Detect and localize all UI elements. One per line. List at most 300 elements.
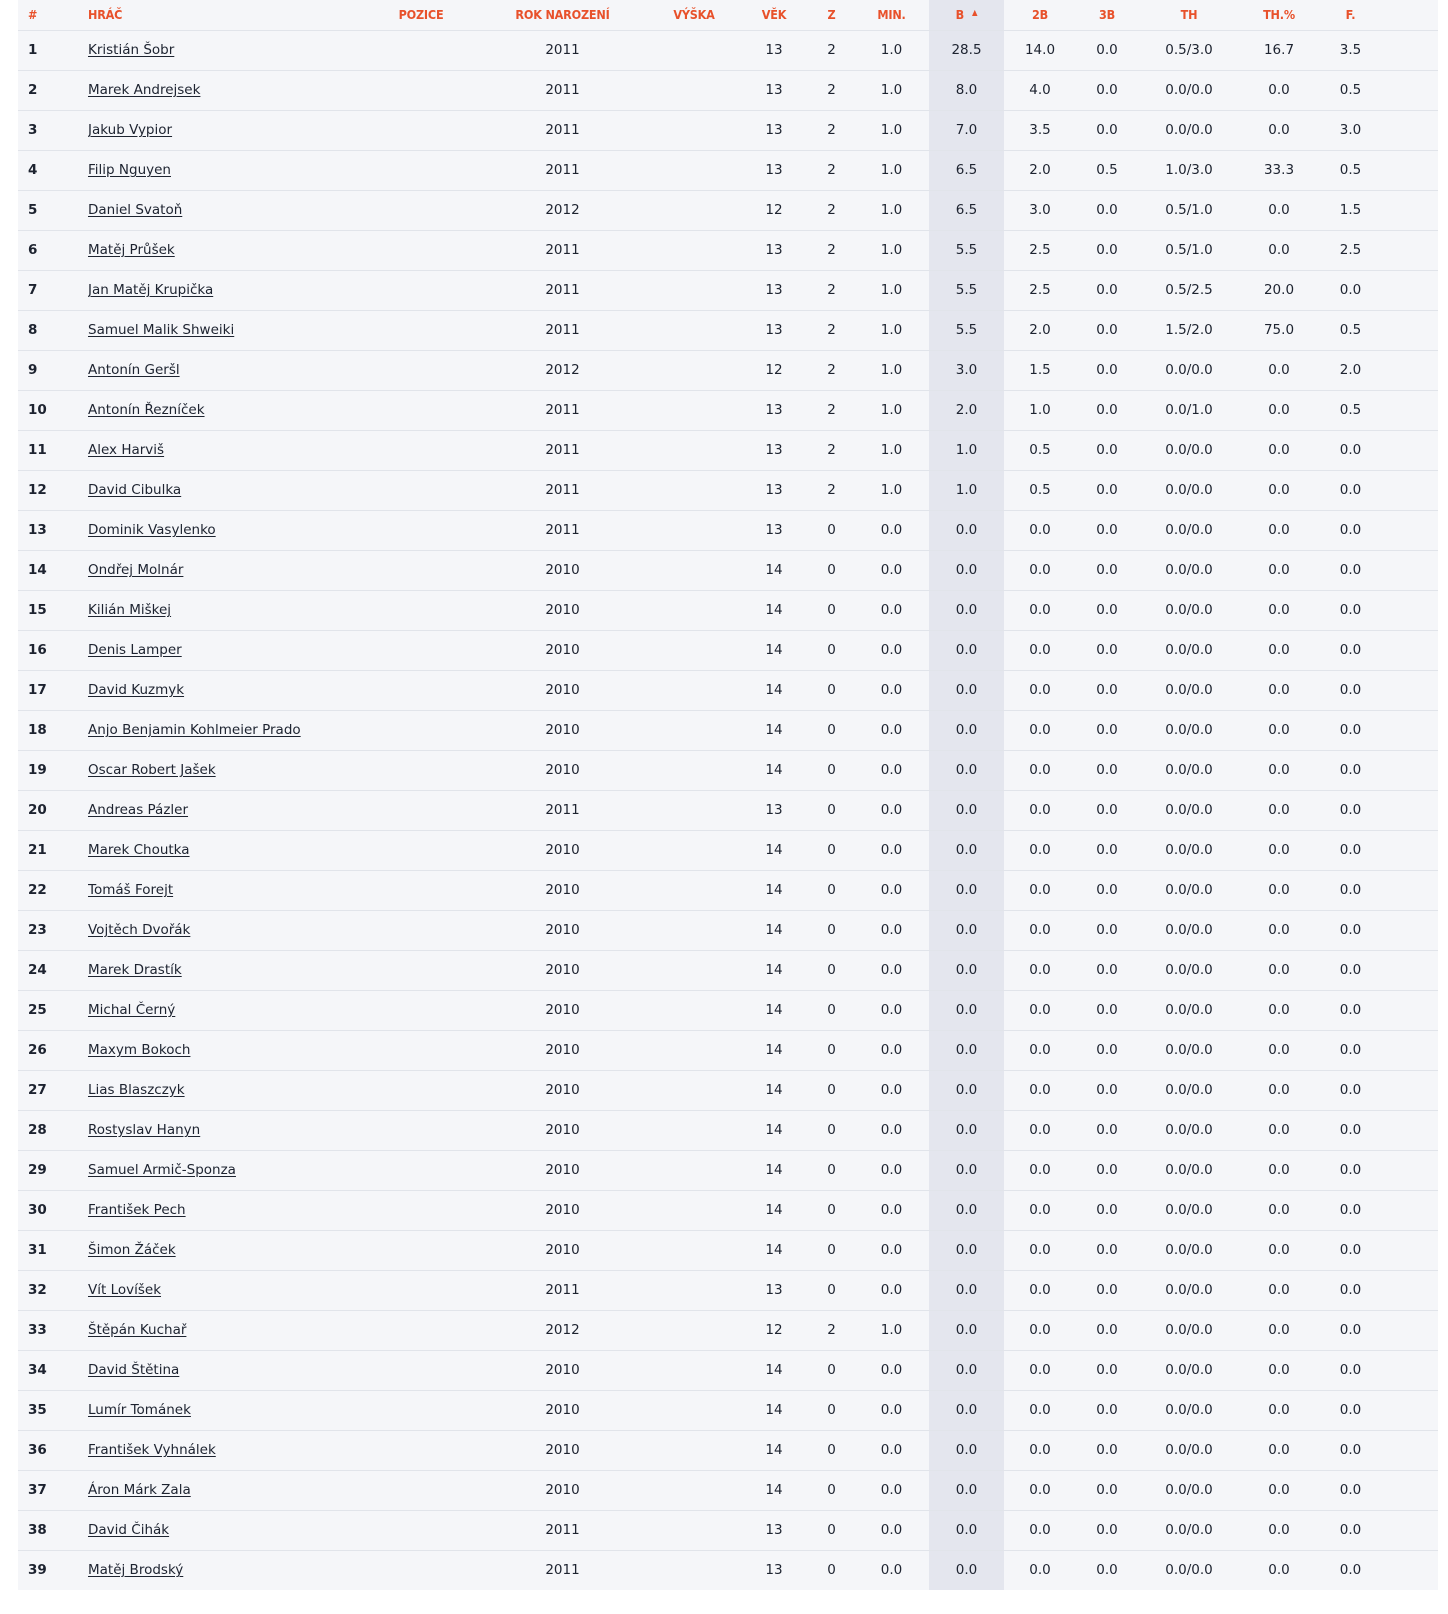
cell-free-throw-pct: 33.3 (1263, 162, 1295, 178)
cell-position (366, 670, 476, 710)
cell-birth-year: 2011 (545, 442, 580, 458)
cell-points: 1.0 (929, 470, 1004, 510)
cell-games: 0 (827, 1202, 836, 1218)
cell-spacer (1383, 1030, 1438, 1070)
header-minutes[interactable]: MIN. (877, 7, 906, 23)
cell-height (649, 750, 739, 790)
header-rank[interactable]: # (28, 7, 38, 23)
cell-two-pointers: 0.0 (1029, 882, 1051, 898)
cell-free-throw-pct: 0.0 (1268, 682, 1290, 698)
cell-spacer (1383, 990, 1438, 1030)
cell-position (366, 1190, 476, 1230)
cell-minutes: 1.0 (880, 162, 903, 178)
cell-player (88, 1430, 366, 1470)
cell-fouls: 0.0 (1339, 842, 1362, 858)
player-name-link[interactable]: Áron Márk Zala (88, 1482, 191, 1498)
cell-player (88, 630, 366, 670)
cell-fouls: 0.0 (1339, 802, 1362, 818)
cell-position (366, 1550, 476, 1590)
cell-two-pointers: 0.0 (1029, 962, 1051, 978)
cell-rank: 28 (28, 1122, 47, 1138)
cell-height (649, 1070, 739, 1110)
cell-player (88, 1350, 366, 1390)
table-row (18, 1030, 1438, 1070)
cell-spacer (1383, 950, 1438, 990)
cell-position (366, 150, 476, 190)
cell-player (88, 1190, 366, 1230)
cell-three-pointers: 0.5 (1096, 162, 1118, 178)
cell-position (366, 1270, 476, 1310)
cell-height (649, 790, 739, 830)
cell-spacer (1383, 630, 1438, 670)
cell-points: 5.5 (929, 270, 1004, 310)
cell-height (649, 270, 739, 310)
cell-games: 2 (827, 242, 836, 258)
cell-minutes: 0.0 (880, 1282, 903, 1298)
cell-rank: 20 (28, 802, 47, 818)
cell-spacer (1383, 910, 1438, 950)
cell-age: 14 (765, 562, 783, 578)
cell-spacer (1383, 710, 1438, 750)
cell-fouls: 0.0 (1339, 602, 1362, 618)
cell-minutes: 0.0 (880, 1002, 903, 1018)
cell-games: 2 (827, 42, 836, 58)
cell-three-pointers: 0.0 (1096, 922, 1118, 938)
player-name-link[interactable]: Kilián Miškej (88, 602, 172, 618)
cell-three-pointers: 0.0 (1096, 1042, 1118, 1058)
cell-three-pointers: 0.0 (1096, 202, 1118, 218)
header-three-pointers[interactable]: 3B (1099, 7, 1115, 23)
cell-player (88, 710, 366, 750)
cell-fouls: 0.5 (1339, 162, 1362, 178)
cell-rank: 7 (28, 282, 38, 298)
cell-height (649, 550, 739, 590)
cell-free-throws: 0.0/0.0 (1165, 962, 1213, 978)
cell-age: 12 (765, 202, 783, 218)
cell-position (366, 590, 476, 630)
cell-rank: 26 (28, 1042, 47, 1058)
cell-spacer (1383, 790, 1438, 830)
cell-free-throws: 0.0/0.0 (1165, 602, 1213, 618)
cell-games: 0 (827, 1442, 836, 1458)
cell-height (649, 910, 739, 950)
cell-position (366, 910, 476, 950)
cell-height (649, 1510, 739, 1550)
table-row (18, 1150, 1438, 1190)
cell-points: 0.0 (929, 630, 1004, 670)
cell-fouls: 0.0 (1339, 1042, 1362, 1058)
player-name-link[interactable]: Kristián Šobr (88, 42, 175, 58)
cell-minutes: 0.0 (880, 722, 903, 738)
cell-points: 0.0 (929, 790, 1004, 830)
cell-age: 14 (765, 1162, 783, 1178)
cell-height (649, 510, 739, 550)
cell-three-pointers: 0.0 (1096, 1202, 1118, 1218)
player-name-link[interactable]: Anjo Benjamin Kohlmeier Prado (88, 722, 301, 738)
cell-two-pointers: 0.0 (1029, 562, 1051, 578)
cell-rank: 35 (28, 1402, 47, 1418)
player-name-link[interactable]: Ondřej Molnár (88, 562, 184, 578)
cell-games: 2 (827, 442, 836, 458)
cell-free-throw-pct: 0.0 (1268, 442, 1290, 458)
cell-three-pointers: 0.0 (1096, 682, 1118, 698)
cell-player (88, 790, 366, 830)
table-row (18, 1510, 1438, 1550)
player-name-link[interactable]: Marek Choutka (88, 842, 190, 858)
cell-two-pointers: 2.0 (1029, 322, 1051, 338)
cell-free-throw-pct: 0.0 (1268, 1402, 1290, 1418)
header-two-pointers[interactable]: 2B (1032, 7, 1048, 23)
cell-free-throw-pct: 0.0 (1268, 1202, 1290, 1218)
cell-minutes: 1.0 (880, 242, 903, 258)
cell-games: 0 (827, 1402, 836, 1418)
player-name-link[interactable]: Filip Nguyen (88, 162, 171, 178)
cell-spacer (1383, 310, 1438, 350)
header-points[interactable] (929, 0, 1004, 30)
player-name-link[interactable]: František Pech (88, 1202, 186, 1218)
cell-free-throw-pct: 0.0 (1268, 522, 1290, 538)
cell-fouls: 0.0 (1339, 1282, 1362, 1298)
cell-points: 1.0 (929, 430, 1004, 470)
cell-player (88, 1470, 366, 1510)
table-row (18, 790, 1438, 830)
player-name-link[interactable]: Tomáš Forejt (88, 882, 174, 898)
cell-age: 14 (765, 962, 783, 978)
header-player[interactable]: HRÁČ (88, 7, 123, 23)
cell-birth-year: 2011 (545, 402, 580, 418)
player-name-link[interactable]: Vojtěch Dvořák (88, 922, 191, 938)
cell-age: 14 (765, 1362, 783, 1378)
cell-player (88, 590, 366, 630)
player-name-link[interactable]: Lumír Tománek (88, 1402, 191, 1418)
cell-spacer (1383, 110, 1438, 150)
player-name-link[interactable]: Lias Blaszczyk (88, 1082, 185, 1098)
cell-free-throws: 0.0/0.0 (1165, 762, 1213, 778)
cell-games: 0 (827, 1122, 836, 1138)
table-row (18, 270, 1438, 310)
player-name-link[interactable]: Vít Lovíšek (88, 1282, 162, 1298)
cell-three-pointers: 0.0 (1096, 1162, 1118, 1178)
cell-player (88, 1310, 366, 1350)
cell-spacer (1383, 270, 1438, 310)
cell-rank: 2 (28, 82, 38, 98)
cell-fouls: 0.0 (1339, 922, 1362, 938)
cell-three-pointers: 0.0 (1096, 122, 1118, 138)
cell-rank: 33 (28, 1322, 47, 1338)
cell-two-pointers: 1.0 (1029, 402, 1051, 418)
cell-age: 13 (765, 282, 783, 298)
cell-three-pointers: 0.0 (1096, 1362, 1118, 1378)
cell-height (649, 430, 739, 470)
cell-minutes: 0.0 (880, 1202, 903, 1218)
cell-spacer (1383, 1190, 1438, 1230)
cell-free-throw-pct: 0.0 (1268, 1322, 1290, 1338)
cell-minutes: 0.0 (880, 642, 903, 658)
cell-birth-year: 2010 (545, 1442, 580, 1458)
cell-birth-year: 2010 (545, 682, 580, 698)
cell-spacer (1383, 1070, 1438, 1110)
player-name-link[interactable]: Marek Drastík (88, 962, 182, 978)
cell-spacer (1383, 1310, 1438, 1350)
cell-player (88, 1510, 366, 1550)
cell-height (649, 1350, 739, 1390)
cell-games: 0 (827, 1522, 836, 1538)
table-row (18, 590, 1438, 630)
cell-spacer (1383, 470, 1438, 510)
header-birth-year[interactable]: ROK NAROZENÍ (515, 7, 610, 23)
cell-rank: 27 (28, 1082, 47, 1098)
player-name-link[interactable]: Alex Harviš (88, 442, 165, 458)
cell-minutes: 1.0 (880, 42, 903, 58)
cell-age: 13 (765, 442, 783, 458)
cell-points: 0.0 (929, 1550, 1004, 1590)
player-name-link[interactable]: Rostyslav Hanyn (88, 1122, 201, 1138)
cell-player (88, 470, 366, 510)
player-name-link[interactable]: Oscar Robert Jašek (88, 762, 216, 778)
player-name-link[interactable]: Michal Černý (88, 1002, 176, 1018)
cell-two-pointers: 0.0 (1029, 522, 1051, 538)
cell-free-throw-pct: 0.0 (1268, 82, 1290, 98)
cell-player (88, 750, 366, 790)
cell-free-throw-pct: 0.0 (1268, 1242, 1290, 1258)
cell-age: 14 (765, 1202, 783, 1218)
cell-spacer (1383, 430, 1438, 470)
cell-player (88, 1270, 366, 1310)
player-name-link[interactable]: Štěpán Kuchař (88, 1322, 187, 1338)
cell-minutes: 0.0 (880, 1082, 903, 1098)
cell-minutes: 1.0 (880, 202, 903, 218)
cell-games: 2 (827, 402, 836, 418)
cell-age: 13 (765, 42, 783, 58)
cell-free-throw-pct: 0.0 (1268, 202, 1290, 218)
cell-two-pointers: 0.0 (1029, 1042, 1051, 1058)
cell-age: 13 (765, 1282, 783, 1298)
cell-three-pointers: 0.0 (1096, 962, 1118, 978)
cell-player (88, 1550, 366, 1590)
cell-two-pointers: 3.5 (1029, 122, 1051, 138)
table-row (18, 1310, 1438, 1350)
cell-three-pointers: 0.0 (1096, 842, 1118, 858)
player-name-link[interactable]: David Čihák (88, 1522, 170, 1538)
cell-three-pointers: 0.0 (1096, 442, 1118, 458)
cell-three-pointers: 0.0 (1096, 282, 1118, 298)
cell-rank: 24 (28, 962, 47, 978)
table-row (18, 670, 1438, 710)
cell-minutes: 0.0 (880, 1522, 903, 1538)
player-name-link[interactable]: Samuel Armič-Sponza (88, 1162, 236, 1178)
header-position[interactable]: POZICE (398, 7, 444, 23)
cell-two-pointers: 2.0 (1029, 162, 1051, 178)
cell-free-throws: 0.0/0.0 (1165, 482, 1213, 498)
cell-height (649, 1270, 739, 1310)
cell-three-pointers: 0.0 (1096, 1282, 1118, 1298)
cell-age: 13 (765, 162, 783, 178)
cell-height (649, 1310, 739, 1350)
cell-height (649, 1470, 739, 1510)
cell-games: 0 (827, 722, 836, 738)
cell-birth-year: 2010 (545, 842, 580, 858)
cell-free-throws: 0.0/0.0 (1165, 802, 1213, 818)
cell-birth-year: 2010 (545, 642, 580, 658)
cell-free-throws: 0.0/0.0 (1165, 1322, 1213, 1338)
table-row (18, 1070, 1438, 1110)
player-name-link[interactable]: Dominik Vasylenko (88, 522, 216, 538)
table-row (18, 1230, 1438, 1270)
cell-height (649, 830, 739, 870)
player-name-link[interactable]: Šimon Žáček (88, 1242, 176, 1258)
player-name-link[interactable]: Marek Andrejsek (88, 82, 201, 98)
cell-three-pointers: 0.0 (1096, 802, 1118, 818)
cell-points: 0.0 (929, 1510, 1004, 1550)
cell-player (88, 1110, 366, 1150)
cell-points: 0.0 (929, 1270, 1004, 1310)
cell-points: 0.0 (929, 1430, 1004, 1470)
cell-age: 12 (765, 362, 783, 378)
table-row (18, 1110, 1438, 1150)
header-free-throw-pct[interactable]: TH.% (1263, 7, 1295, 23)
player-name-link[interactable]: Matěj Průšek (88, 242, 175, 258)
header-games[interactable]: Z (827, 7, 836, 23)
cell-minutes: 1.0 (880, 122, 903, 138)
cell-two-pointers: 0.0 (1029, 1082, 1051, 1098)
cell-fouls: 0.5 (1339, 402, 1362, 418)
cell-height (649, 630, 739, 670)
player-name-link[interactable]: Maxym Bokoch (88, 1042, 191, 1058)
player-name-link[interactable]: David Štětina (88, 1362, 180, 1378)
cell-height (649, 1430, 739, 1470)
cell-two-pointers: 14.0 (1024, 42, 1056, 58)
table-row (18, 190, 1438, 230)
cell-spacer (1383, 670, 1438, 710)
player-name-link[interactable]: Antonín Geršl (88, 362, 180, 378)
header-spacer (1383, 0, 1438, 30)
cell-three-pointers: 0.0 (1096, 602, 1118, 618)
cell-fouls: 0.0 (1339, 882, 1362, 898)
player-name-link[interactable]: David Kuzmyk (88, 682, 185, 698)
cell-position (366, 310, 476, 350)
cell-player (88, 990, 366, 1030)
cell-height (649, 70, 739, 110)
player-name-link[interactable]: David Cibulka (88, 482, 182, 498)
cell-games: 2 (827, 282, 836, 298)
cell-age: 13 (765, 482, 783, 498)
cell-free-throw-pct: 0.0 (1268, 882, 1290, 898)
cell-spacer (1383, 590, 1438, 630)
cell-free-throws: 0.5/2.5 (1165, 282, 1213, 298)
cell-games: 0 (827, 1282, 836, 1298)
player-name-link[interactable]: Daniel Svatoň (88, 202, 183, 218)
cell-fouls: 0.0 (1339, 482, 1362, 498)
cell-free-throw-pct: 0.0 (1268, 1002, 1290, 1018)
cell-two-pointers: 0.0 (1029, 1442, 1051, 1458)
cell-player (88, 390, 366, 430)
cell-fouls: 0.5 (1339, 82, 1362, 98)
cell-free-throws: 0.0/0.0 (1165, 1482, 1213, 1498)
cell-birth-year: 2010 (545, 922, 580, 938)
cell-free-throws: 0.0/0.0 (1165, 1362, 1213, 1378)
cell-birth-year: 2011 (545, 322, 580, 338)
player-name-link[interactable]: Jakub Vypior (88, 122, 173, 138)
player-name-link[interactable]: Antonín Řezníček (88, 402, 205, 418)
cell-spacer (1383, 30, 1438, 70)
cell-spacer (1383, 390, 1438, 430)
cell-games: 0 (827, 1362, 836, 1378)
cell-points: 7.0 (929, 110, 1004, 150)
cell-position (366, 990, 476, 1030)
cell-free-throw-pct: 0.0 (1268, 1282, 1290, 1298)
player-name-link[interactable]: Jan Matěj Krupička (88, 282, 214, 298)
table-row (18, 630, 1438, 670)
cell-player (88, 1070, 366, 1110)
cell-free-throw-pct: 0.0 (1268, 1362, 1290, 1378)
cell-games: 2 (827, 1322, 836, 1338)
cell-free-throws: 0.0/0.0 (1165, 522, 1213, 538)
cell-rank: 19 (28, 762, 47, 778)
cell-games: 0 (827, 1082, 836, 1098)
cell-free-throw-pct: 0.0 (1268, 1162, 1290, 1178)
cell-position (366, 390, 476, 430)
cell-spacer (1383, 1430, 1438, 1470)
cell-free-throws: 0.5/1.0 (1165, 242, 1213, 258)
cell-position (366, 1310, 476, 1350)
cell-minutes: 0.0 (880, 562, 903, 578)
cell-free-throws: 0.0/1.0 (1165, 402, 1213, 418)
cell-free-throw-pct: 0.0 (1268, 242, 1290, 258)
header-points-label: B (955, 7, 965, 23)
cell-position (366, 1430, 476, 1470)
cell-three-pointers: 0.0 (1096, 882, 1118, 898)
cell-birth-year: 2011 (545, 242, 580, 258)
header-free-throws[interactable]: TH (1180, 7, 1198, 23)
player-name-link[interactable]: Samuel Malik Shweiki (88, 322, 235, 338)
cell-age: 14 (765, 602, 783, 618)
header-fouls[interactable]: F. (1345, 7, 1356, 23)
table-row (18, 110, 1438, 150)
player-name-link[interactable]: František Vyhnálek (88, 1442, 216, 1458)
cell-free-throw-pct: 0.0 (1268, 402, 1290, 418)
cell-points: 0.0 (929, 990, 1004, 1030)
cell-height (649, 670, 739, 710)
cell-three-pointers: 0.0 (1096, 1242, 1118, 1258)
header-height[interactable]: VÝŠKA (673, 7, 715, 23)
cell-birth-year: 2011 (545, 522, 580, 538)
cell-height (649, 1110, 739, 1150)
player-name-link[interactable]: Andreas Pázler (88, 802, 189, 818)
cell-minutes: 1.0 (880, 442, 903, 458)
table-row (18, 150, 1438, 190)
player-name-link[interactable]: Denis Lamper (88, 642, 182, 658)
cell-points: 0.0 (929, 950, 1004, 990)
cell-rank: 32 (28, 1282, 47, 1298)
cell-rank: 25 (28, 1002, 47, 1018)
cell-minutes: 0.0 (880, 602, 903, 618)
cell-rank: 22 (28, 882, 47, 898)
cell-games: 0 (827, 682, 836, 698)
cell-points: 0.0 (929, 830, 1004, 870)
cell-age: 14 (765, 922, 783, 938)
cell-fouls: 0.0 (1339, 1002, 1362, 1018)
table-row (18, 510, 1438, 550)
player-name-link[interactable]: Matěj Brodský (88, 1562, 184, 1579)
cell-birth-year: 2010 (545, 722, 580, 738)
cell-birth-year: 2011 (545, 42, 580, 58)
header-age[interactable]: VĚK (761, 7, 787, 23)
cell-birth-year: 2010 (545, 1402, 580, 1418)
cell-player (88, 510, 366, 550)
cell-rank: 23 (28, 922, 47, 938)
cell-three-pointers: 0.0 (1096, 322, 1118, 338)
cell-position (366, 470, 476, 510)
